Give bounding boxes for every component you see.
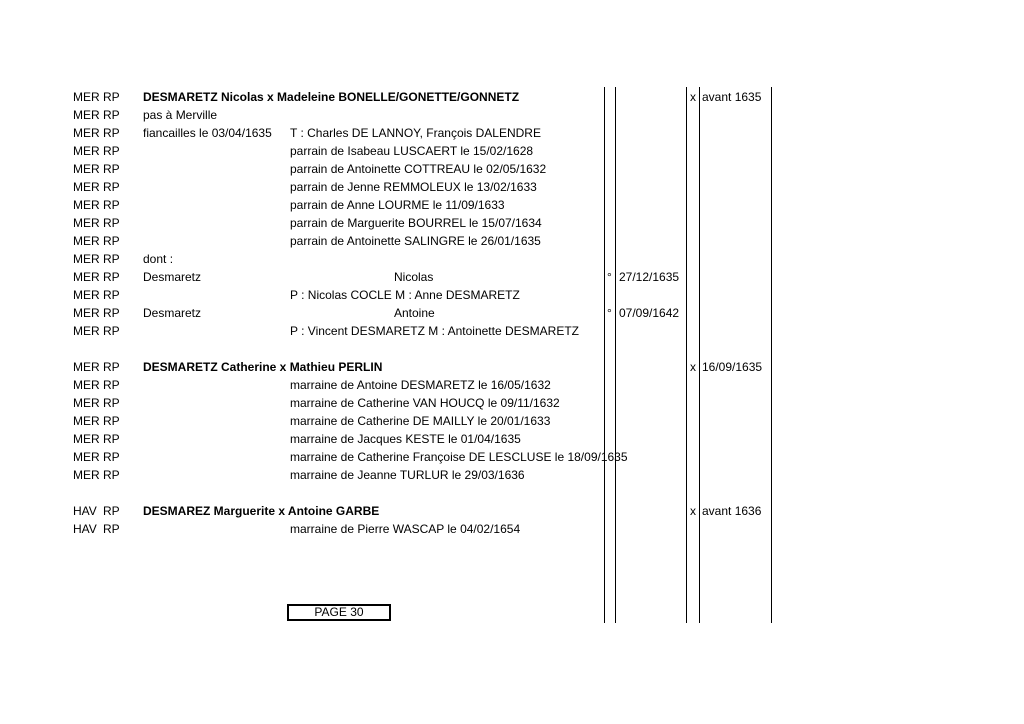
record-type: RP <box>103 162 120 176</box>
record-type: RP <box>103 522 120 536</box>
entry-detail: parrain de Isabeau LUSCAERT le 15/02/1628 <box>290 144 534 158</box>
entry-text: pas à Merville <box>143 108 218 122</box>
entry-detail: parrain de Antoinette SALINGRE le 26/01/1635 <box>290 234 541 248</box>
location-code: MER <box>73 90 100 104</box>
entry-text: DESMARETZ Catherine x Mathieu PERLIN <box>143 360 383 374</box>
entry-detail: marraine de Jacques KESTE le 01/04/1635 <box>290 432 521 446</box>
record-type: RP <box>103 306 120 320</box>
location-code: MER <box>73 216 100 230</box>
record-type: RP <box>103 468 120 482</box>
record-type: RP <box>103 450 120 464</box>
record-type: RP <box>103 396 120 410</box>
location-code: MER <box>73 252 100 266</box>
location-code: MER <box>73 234 100 248</box>
location-code: MER <box>73 162 100 176</box>
event-date: 16/09/1635 <box>702 360 763 374</box>
record-type: RP <box>103 504 120 518</box>
event-date: avant 1636 <box>702 504 762 518</box>
location-code: MER <box>73 396 100 410</box>
entry-text: dont : <box>143 252 174 266</box>
location-code: MER <box>73 432 100 446</box>
record-type: RP <box>103 180 120 194</box>
entry-text: DESMARETZ Nicolas x Madeleine BONELLE/GONETTE/GONNETZ <box>143 90 520 104</box>
entry-detail: parrain de Antoinette COTTREAU le 02/05/1632 <box>290 162 547 176</box>
given-name: Antoine <box>394 306 435 320</box>
location-code: MER <box>73 306 100 320</box>
location-code: HAV <box>73 504 97 518</box>
location-code: MER <box>73 324 100 338</box>
entry-detail: T : Charles DE LANNOY, François DALENDRE <box>290 126 541 140</box>
record-type: RP <box>103 90 120 104</box>
location-code: MER <box>73 468 100 482</box>
event-mark: ° <box>607 306 612 320</box>
record-type: RP <box>103 414 120 428</box>
location-code: MER <box>73 378 100 392</box>
column-divider <box>686 87 687 623</box>
record-type: RP <box>103 198 120 212</box>
record-type: RP <box>103 234 120 248</box>
event-date: 07/09/1642 <box>619 306 680 320</box>
location-code: HAV <box>73 522 97 536</box>
location-code: MER <box>73 108 100 122</box>
record-type: RP <box>103 252 120 266</box>
event-date: avant 1635 <box>702 90 762 104</box>
event-mark: ° <box>607 270 612 284</box>
column-divider <box>699 87 700 623</box>
entry-detail: marraine de Jeanne TURLUR le 29/03/1636 <box>290 468 525 482</box>
entry-detail: parrain de Marguerite BOURREL le 15/07/1634 <box>290 216 542 230</box>
column-divider <box>604 87 605 623</box>
column-divider <box>615 87 616 623</box>
location-code: MER <box>73 414 100 428</box>
entry-detail: parrain de Anne LOURME le 11/09/1633 <box>290 198 505 212</box>
record-type: RP <box>103 432 120 446</box>
entry-text: Desmaretz <box>143 270 202 284</box>
entry-detail: marraine de Antoine DESMARETZ le 16/05/1632 <box>290 378 551 392</box>
event-mark: x <box>690 504 696 518</box>
entry-detail: parrain de Jenne REMMOLEUX le 13/02/1633 <box>290 180 537 194</box>
record-type: RP <box>103 360 120 374</box>
column-divider <box>771 87 772 623</box>
record-type: RP <box>103 378 120 392</box>
entry-text: fiancailles le 03/04/1635 <box>143 126 272 140</box>
record-type: RP <box>103 144 120 158</box>
entry-detail: marraine de Catherine VAN HOUCQ le 09/11/1632 <box>290 396 560 410</box>
entry-detail: P : Vincent DESMARETZ M : Antoinette DESMARETZ <box>290 324 579 338</box>
location-code: MER <box>73 126 100 140</box>
location-code: MER <box>73 360 100 374</box>
event-date: 27/12/1635 <box>619 270 680 284</box>
given-name: Nicolas <box>394 270 434 284</box>
location-code: MER <box>73 198 100 212</box>
entry-detail: marraine de Catherine DE MAILLY le 20/01/1633 <box>290 414 551 428</box>
entry-text: Desmaretz <box>143 306 202 320</box>
entry-text: DESMAREZ Marguerite x Antoine GARBE <box>143 504 380 518</box>
page-number: PAGE 30 <box>314 605 364 619</box>
location-code: MER <box>73 450 100 464</box>
location-code: MER <box>73 180 100 194</box>
location-code: MER <box>73 144 100 158</box>
record-type: RP <box>103 108 120 122</box>
entry-detail: P : Nicolas COCLE M : Anne DESMARETZ <box>290 288 520 302</box>
page-number-box <box>287 604 391 621</box>
location-code: MER <box>73 270 100 284</box>
event-mark: x <box>690 360 696 374</box>
entry-detail: marraine de Pierre WASCAP le 04/02/1654 <box>290 522 521 536</box>
record-type: RP <box>103 216 120 230</box>
record-type: RP <box>103 126 120 140</box>
record-type: RP <box>103 270 120 284</box>
event-mark: x <box>690 90 696 104</box>
entry-detail: marraine de Catherine Françoise DE LESCLUSE le 18/09/1635 <box>290 450 628 464</box>
record-type: RP <box>103 288 120 302</box>
location-code: MER <box>73 288 100 302</box>
record-type: RP <box>103 324 120 338</box>
